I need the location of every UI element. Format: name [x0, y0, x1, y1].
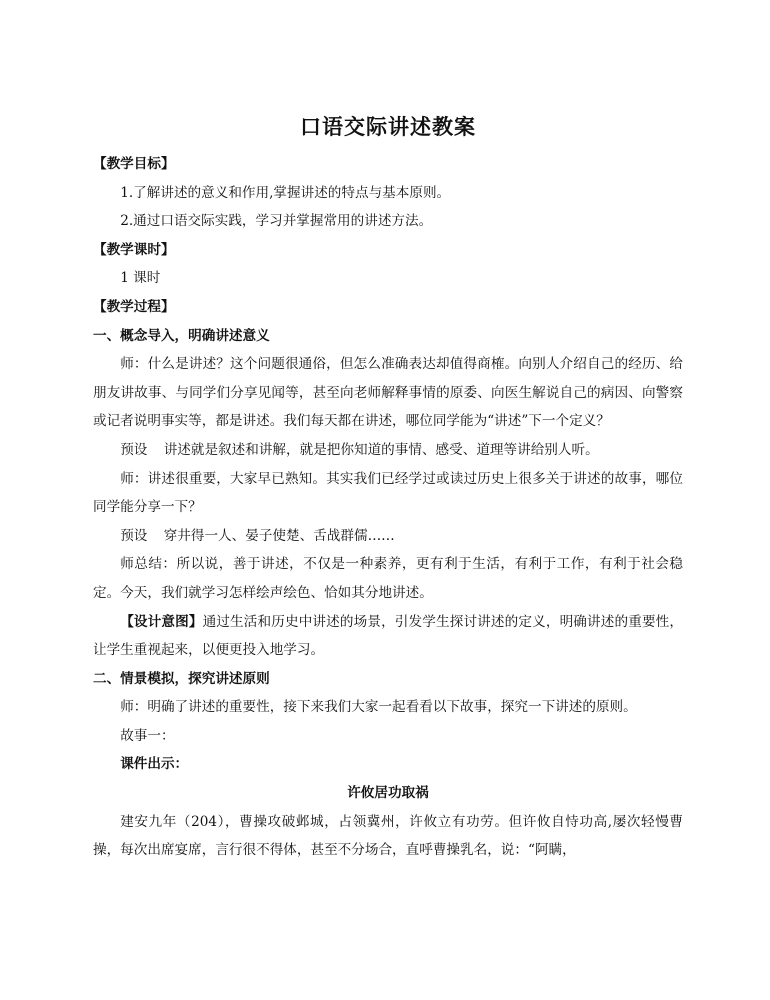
paragraph: 师：讲述很重要，大家早已熟知。其实我们已经学过或读过历史上很多关于讲述的故事，哪位同学能分享一下？ [93, 470, 683, 516]
design-intent-text: 通过生活和历史中讲述的场景，引发学生探讨讲述的定义，明确讲述的重要性，让学生重视起来，以便更投入地学习。 [93, 613, 684, 659]
paragraph: 师总结：所以说，善于讲述，不仅是一种素养，更有利于生活，有利于工作，有利于社会稳定。今天，我们就学习怎样绘声绘色、恰如其分地讲述。 [93, 556, 683, 601]
hours-value: 1 课时 [120, 270, 161, 287]
design-intent-label: 【设计意图】 [120, 613, 203, 630]
preset-label: 预设 [120, 441, 148, 458]
page-title: 口语交际讲述教案 [300, 114, 476, 139]
story-paragraph: 建安九年（204），曹操攻破邺城，占领冀州，许攸立有功劳。但许攸自恃功高,屡次轻慢曹操，每次出席宴席，言行很不得体，甚至不分场合，直呼曹操乳名，说：“阿瞒， [93, 813, 683, 859]
goal-item: 1.了解讲述的意义和作用,掌握讲述的特点与基本原则。 [120, 184, 451, 201]
preset-text: 穿井得一人、晏子使楚、舌战群儒…… [163, 527, 395, 544]
section-heading: 二、情景模拟，探究讲述原则 [93, 670, 270, 687]
courseware-label: 课件出示： [120, 756, 189, 773]
paragraph: 师：什么是讲述？这个问题很通俗，但怎么准确表达却值得商榷。向别人介绍自己的经历、给朋友讲故事、与同学们分享见闻等，甚至向老师解释事情的原委、向医生解说自己的病因、向警察或记者说明事实等，都是讲述。我们每天都在讲述，哪位同学能为“讲述”下一个定义？ [93, 356, 683, 430]
preset-label: 预设 [120, 527, 148, 544]
goal-item: 2.通过口语交际实践，学习并掌握常用的讲述方法。 [120, 213, 433, 230]
preset-paragraph [93, 436, 683, 465]
process-heading: 【教学过程】 [93, 298, 175, 315]
goals-heading: 【教学目标】 [93, 156, 175, 172]
story-title: 许攸居功取祸 [347, 785, 429, 802]
preset-paragraph [93, 522, 683, 551]
paragraph: 师：明确了讲述的重要性，接下来我们大家一起看看以下故事，探究一下讲述的原则。 [120, 699, 637, 716]
design-intent-paragraph [93, 608, 683, 665]
story-label: 故事一： [120, 727, 175, 744]
section-heading: 一、概念导入，明确讲述意义 [93, 327, 270, 344]
document-body [93, 112, 683, 865]
hours-heading: 【教学课时】 [93, 241, 175, 258]
preset-text: 讲述就是叙述和讲解，就是把你知道的事情、感受、道理等讲给别人听。 [163, 441, 599, 458]
